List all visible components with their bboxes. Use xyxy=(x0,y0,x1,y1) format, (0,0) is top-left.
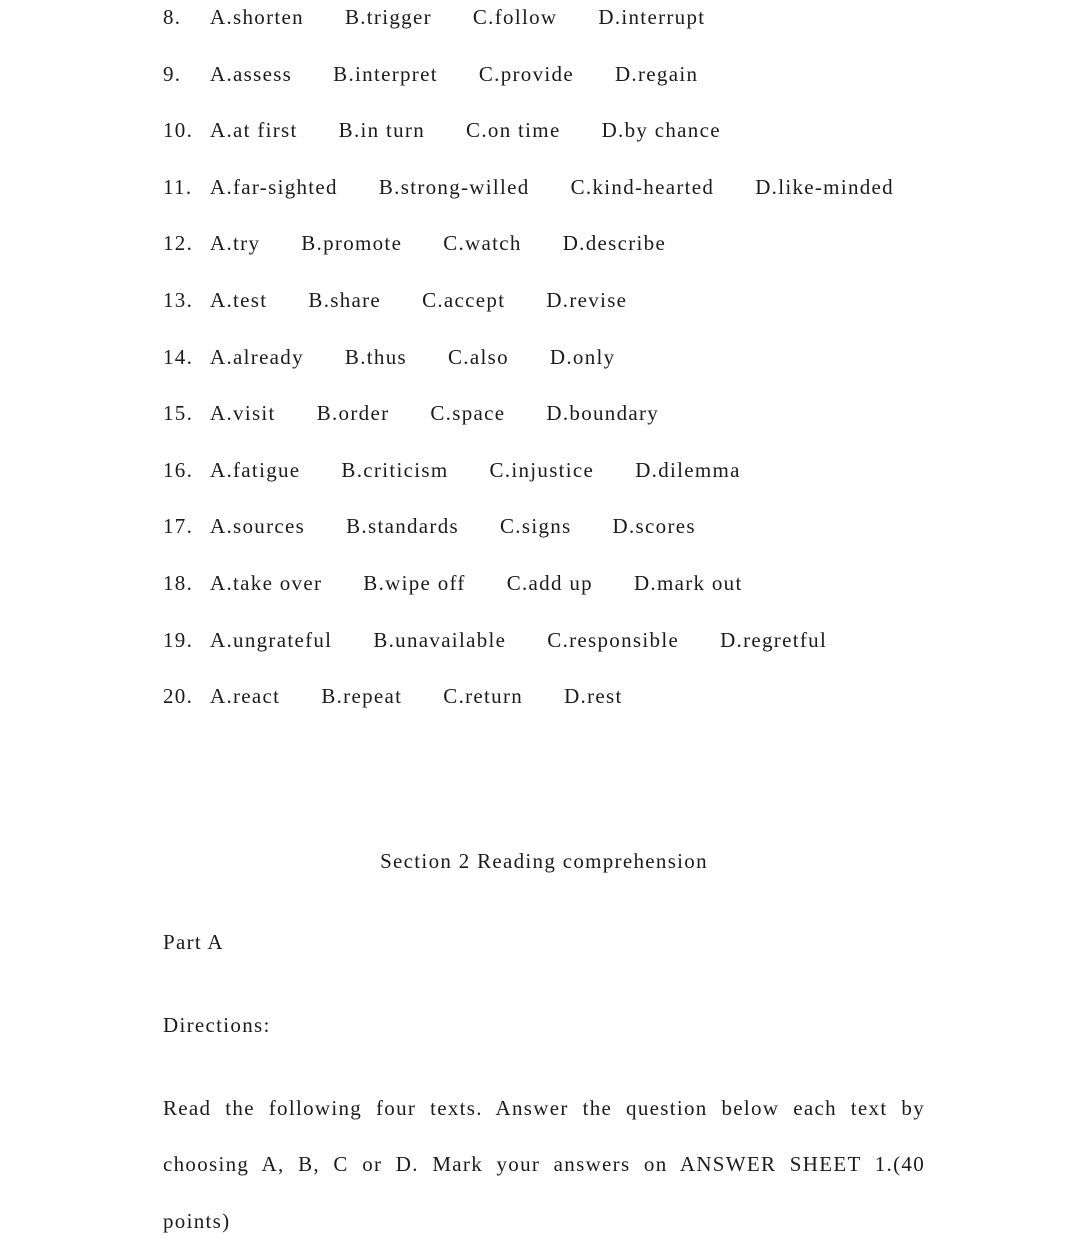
option-c: C.follow xyxy=(472,5,558,29)
option-c: C.responsible xyxy=(547,627,680,652)
option-b: B.repeat xyxy=(321,684,403,709)
option-a: A.shorten xyxy=(210,5,304,29)
question-row xyxy=(163,668,925,725)
option-c: C.return xyxy=(443,684,524,709)
question-row xyxy=(163,555,925,612)
option-b: B.order xyxy=(316,401,390,426)
question-row xyxy=(163,498,925,555)
question-number: 15. xyxy=(163,401,194,426)
option-d: D.like-minded xyxy=(755,174,894,199)
option-d: D.dilemma xyxy=(635,457,741,482)
option-a: A.fatigue xyxy=(210,457,301,482)
option-d: D.rest xyxy=(564,684,623,709)
question-row xyxy=(163,329,925,386)
option-a: A.take over xyxy=(210,570,323,595)
option-c: C.on time xyxy=(466,118,561,143)
option-c: C.kind-hearted xyxy=(570,174,715,199)
option-c: C.injustice xyxy=(489,457,595,482)
option-b: B.trigger xyxy=(344,5,432,29)
option-d: D.revise xyxy=(546,287,628,312)
option-b: B.share xyxy=(308,287,382,312)
document-page xyxy=(163,0,925,1249)
option-c: C.watch xyxy=(443,231,522,256)
question-number: 17. xyxy=(163,514,194,539)
question-number: 9. xyxy=(163,61,182,86)
option-d: D.boundary xyxy=(546,401,660,426)
option-b: B.promote xyxy=(301,231,403,256)
question-row xyxy=(163,46,925,103)
question-number: 12. xyxy=(163,231,194,256)
directions-text-line: points) xyxy=(163,1208,231,1233)
option-d: D.describe xyxy=(562,231,667,256)
option-d: D.regain xyxy=(614,61,699,86)
option-b: B.unavailable xyxy=(373,627,507,652)
option-b: B.standards xyxy=(346,514,459,539)
question-row xyxy=(163,612,925,669)
option-a: A.sources xyxy=(210,514,306,539)
option-d: D.only xyxy=(549,344,616,369)
option-d: D.regretful xyxy=(720,627,828,652)
option-b: B.wipe off xyxy=(363,570,466,595)
question-row xyxy=(163,102,925,159)
option-a: A.test xyxy=(210,287,268,312)
option-c: C.also xyxy=(447,344,509,369)
directions-paragraph xyxy=(163,1080,925,1250)
option-a: A.ungrateful xyxy=(210,627,333,652)
option-a: A.visit xyxy=(210,401,276,426)
question-number: 16. xyxy=(163,457,194,482)
option-b: B.in turn xyxy=(338,118,426,143)
option-d: D.scores xyxy=(612,514,696,539)
option-a: A.react xyxy=(210,684,281,709)
directions-text-line: Read the following four texts. Answer the question below each text by xyxy=(163,1095,925,1120)
option-a: A.assess xyxy=(210,61,293,86)
question-row xyxy=(163,215,925,272)
question-number: 14. xyxy=(163,344,194,369)
option-a: A.far-sighted xyxy=(210,174,338,199)
question-number: 13. xyxy=(163,287,194,312)
option-c: C.provide xyxy=(478,61,574,86)
option-b: B.criticism xyxy=(341,457,449,482)
option-c: C.signs xyxy=(499,514,572,539)
directions-label: Directions: xyxy=(163,1012,271,1037)
option-c: C.accept xyxy=(422,287,506,312)
directions-text-line: choosing A, B, C or D. Mark your answers on ANSWER SHEET 1.(40 xyxy=(163,1152,925,1177)
question-number: 11. xyxy=(163,174,193,199)
option-b: B.strong-willed xyxy=(378,174,530,199)
option-d: D.mark out xyxy=(633,570,743,595)
option-c: C.space xyxy=(430,401,506,426)
question-number: 8. xyxy=(163,5,182,29)
option-b: B.interpret xyxy=(333,61,438,86)
question-number: 20. xyxy=(163,684,194,709)
option-a: A.at first xyxy=(210,118,298,143)
option-b: B.thus xyxy=(344,344,407,369)
option-c: C.add up xyxy=(506,570,593,595)
question-row xyxy=(163,159,925,216)
part-label: Part A xyxy=(163,930,224,955)
question-list xyxy=(163,0,925,725)
question-row xyxy=(163,0,925,46)
section-title: Section 2 Reading comprehension xyxy=(380,848,708,873)
question-row xyxy=(163,385,925,442)
option-d: D.interrupt xyxy=(598,5,706,29)
question-number: 10. xyxy=(163,118,194,143)
option-a: A.already xyxy=(210,344,304,369)
question-number: 18. xyxy=(163,570,194,595)
question-number: 19. xyxy=(163,627,194,652)
question-row xyxy=(163,272,925,329)
question-row xyxy=(163,442,925,499)
option-d: D.by chance xyxy=(601,118,721,143)
option-a: A.try xyxy=(210,231,261,256)
